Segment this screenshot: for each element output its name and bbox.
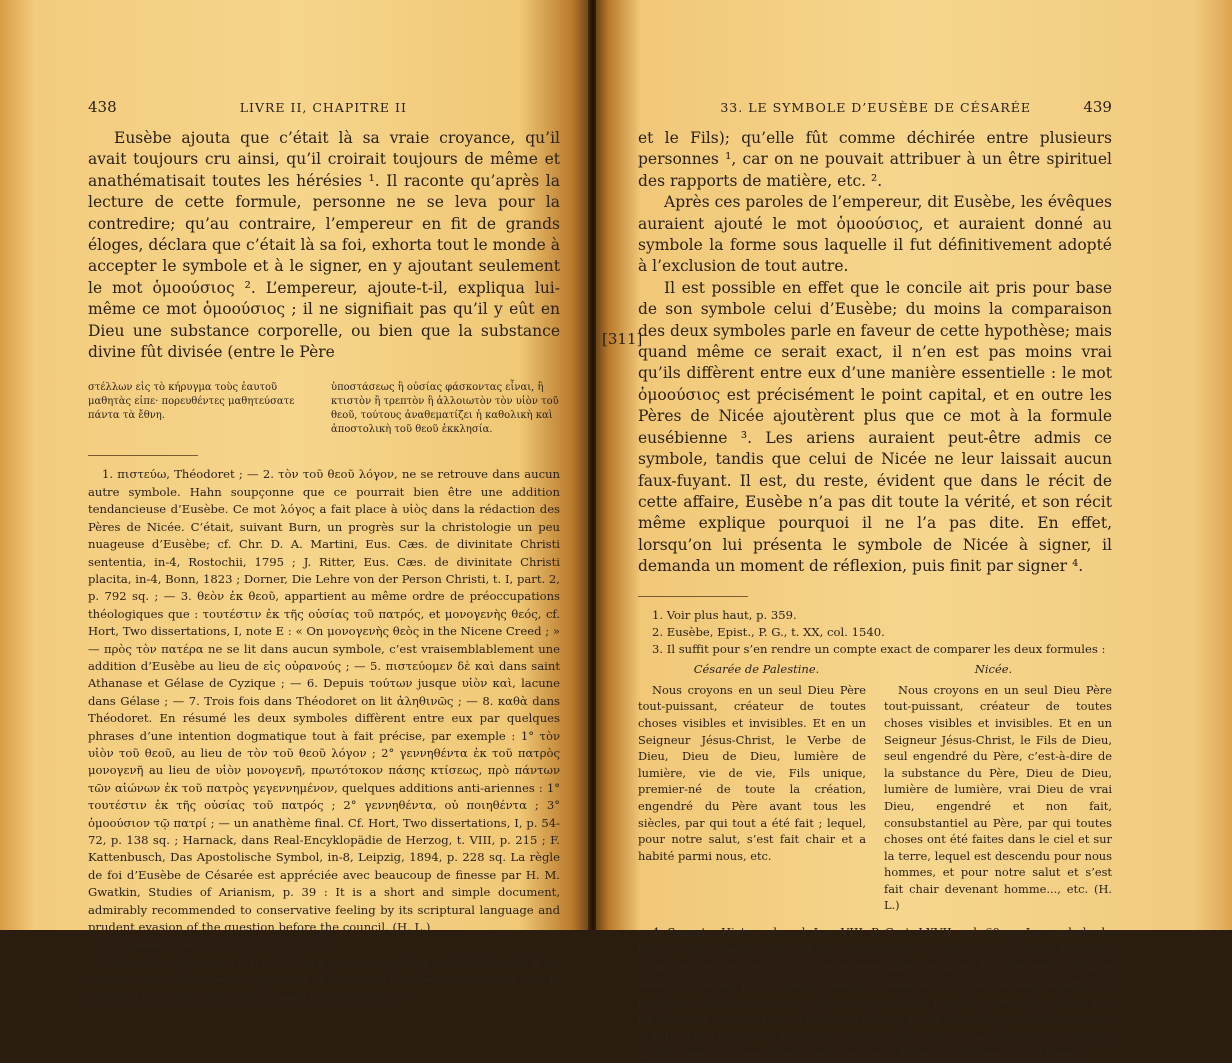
running-head: LIVRE II, CHAPITRE II — [239, 100, 407, 115]
creed-text: Nous croyons en un seul Dieu Père tout-puissant, créateur de toutes choses visibles et invisibles. Et en un Seigneur Jésus-Christ, le Verbe de Dieu, Dieu de Dieu, lumière de lumière, vie de vie, Fils unique, premier-né de toute la création, engendré du Père avant tous les siècles, par qui tout a été fait ; lequel, pour notre salut, s’est fait chair et a habité parmi nous, etc. — [638, 682, 866, 863]
body-paragraph: Après ces paroles de l’empereur, dit Eusèbe, les évêques auraient ajouté le mot ὁμοούσιος, et auraient donné au symbole la forme sous laquelle il fut définitivement adopté à l’exclusion de tout autre. — [638, 193, 1112, 276]
body-paragraph: et le Fils); qu’elle fût comme déchirée entre plusieurs personnes ¹, car on ne pouvait attribuer à un être spirituel des rapports de matière, etc. ². — [638, 129, 1112, 190]
right-page — [596, 0, 1232, 1061]
footnote: 4. Socrate, Hist. eccles., l. I, c. VIII, P. G., t. LXVII, col. 60 sq. Le symbole de l’église de Césarée eût, par son imprécision voulue sur les points litigieux, consacré l’avortement de la grande assemblée de Nicée. Eusèbe avait l’illusion tenace s’il avait pu se flatter quelques instants de l’idée de faire adopter et proclamer la formule de son église en qualité de formule universelle. Ainsi que l’a fort bien fait voir Hort, Two dissertations, p. 59, les évêques de Jérusalem et d’Antioche, Macaire et Eusthate n’étaient rien moins que disposés à concéder un tel honneur à une église rivale des leurs. Parmi les évêques et les théolo- — [638, 925, 1112, 1061]
right-notes — [638, 607, 1112, 659]
margin-marker: [311] — [602, 330, 643, 348]
creed-columns — [638, 682, 1112, 914]
greek-text: στέλλων εἰς τὸ κήρυγμα τοὺς ἑαυτοῦ μαθητὰς εἰπε· πορευθέντες μαθητεύσατε πάντα τὰ ἔθνη. — [88, 382, 295, 422]
greek-text: ὑποστάσεως ἢ οὐσίας φάσκοντας εἶναι, ἢ κτιστὸν ἢ τρεπτὸν ἢ ἀλλοιωτὸν τὸν υἱὸν τοῦ θεοῦ, τούτους ἀναθεματίζει ἡ καθολικὴ καὶ ἀποστολικὴ τοῦ θεοῦ ἐκκλησία. — [331, 382, 559, 436]
left-body — [88, 128, 560, 363]
body-paragraph: Eusèbe ajouta que c’était là sa vraie croyance, qu’il avait toujours cru ainsi, qu’il croirait toujours de même et anathématisait toutes les hérésies ¹. Il raconte qu’après la lecture de cette formule, personne ne se leva pour la contredire; qu’au contraire, l’empereur en fit de grands éloges, déclara que c’était là sa foi, exhorta tout le monde à accepter le symbole et à le signer, en y ajoutant seulement le mot ὁμοούσιος ². L’empereur, ajoute-t-il, expliqua lui-même ce mot ὁμοούσιος ; il ne signifiait pas qu’il y eût en Dieu une substance corporelle, ou bien que la substance divine fût divisée (entre le Père — [88, 129, 560, 362]
running-head: 33. LE SYMBOLE D’EUSÈBE DE CÉSARÉE — [720, 100, 1031, 115]
creed-heading: Nicée. — [974, 661, 1013, 676]
left-header — [88, 98, 560, 120]
creed-text: Nous croyons en un seul Dieu Père tout-puissant, créateur de toutes choses visibles et invisibles. Et en un Seigneur Jésus-Christ, le Fils de Dieu, seul engendré du Père, c’est-à-dire de la substance du Père, Dieu de Dieu, lumière de lumière, vrai Dieu de vrai Dieu, engendré et non fait, consubstantiel au Père, par qui toutes choses ont été faites dans le ciel et sur la terre, lequel est descendu pour nous hommes, et pour notre salut et s’est fait chair devenant homme..., etc. (H. L.) — [884, 682, 1112, 913]
right-header — [638, 98, 1112, 120]
page-number: 439 — [1083, 98, 1112, 116]
right-notes-bottom — [638, 924, 1112, 1063]
body-paragraph: Il est possible en effet que le concile ait pris pour base de son symbole celui d’Eusèbe; du moins la comparaison des deux symboles parle en faveur de cette hypothèse; mais quand même ce serait exact, il n’en est pas moins vrai qu’ils diffèrent entre eux d’une manière essentielle : le mot ὁμοούσιος est précisément le point capital, et en outre les Pères de Nicée ajoutèrent plus que ce mot à la formule eusébienne ³. Les ariens auraient peut-être admis ce symbole, tandis que celui de Nicée ne leur laissait aucun faux-fuyant. Il est, du reste, évident que dans le récit de cette affaire, Eusèbe n’a pas dit toute la vérité, et son récit même explique pourquoi il ne l’a pas dite. En effet, lorsqu’on lui présenta le symbole de Nicée à signer, il demanda un moment de réflexion, puis finit par signer ⁴. — [638, 278, 1112, 576]
creed-heading: Césarée de Palestine. — [693, 661, 820, 676]
left-notes — [88, 466, 560, 1006]
footnote: 2. Eusèbe, Epist., P. G., t. XX, col. 1540. — [652, 624, 885, 639]
footnote-rule — [638, 596, 748, 597]
footnote-rule — [88, 455, 198, 456]
footnote: 2. Möhler, Athanasius, t. I, p. 237, n’a pas compris les paroles d’Eusèbe, il les traduit ainsi : « L’empereur approuva la formule d’Eusèbe, mais exhorta tout le monde à souscrire, non celle-ci, mais celle de Nicée. » — [88, 954, 560, 1004]
footnote: 3. Il suffit pour s’en rendre un compte exact de comparer les deux formules : — [652, 642, 1106, 657]
left-page — [0, 0, 590, 1004]
footnote: 1. πιστεύω, Théodoret ; — 2. τὸν τοῦ θεοῦ λόγον, ne se retrouve dans aucun autre symbole. Hahn soupçonne que ce pourrait bien être une addition tendancieuse d’Eusèbe. Ce mot λόγος a fait place à υἱὸς dans la rédaction des Pères de Nicée. C’était, suivant Burn, un progrès sur la christologie un peu nuageuse d’Eusèbe; cf. Chr. D. A. Martini, Eus. Cæs. de divinitate Christi sententia, in-4, Rostochii, 1795 ; J. Ritter, Eus. Cæs. de divinitate Christi placita, in-4, Bonn, 1823 ; Dorner, Die Lehre von der Person Christi, t. I, part. 2, p. 792 sq. ; — 3. θεὸν ἐκ θεοῦ, appartient au même ordre de préoccupations théologiques que : τουτέστιν ἐκ τῆς οὐσίας τοῦ πατρός, et μονογενὴς θεός, cf. Hort, Two dissertations, I, note E : « On μονογενὴς θεὸς in the Nicene Creed ; » — πρὸς τὸν πατέρα ne se lit dans aucun symbole, c’est vraisemblablement une addition d’Eusèbe au lieu de εἰς οὐρανούς ; — 5. πιστεύομεν δὲ καὶ dans saint Athanase et Gélase de Cyzique ; — 6. Depuis τούτων jusque υἱὸν καὶ, lacune dans Gélase ; — 7. Trois fois dans Théodoret on lit ἀληθινῶς ; — 8. καθὰ dans Théodoret. En résumé les deux symboles diffèrent entre eux par quelques phrases d’une intention dogmatique tout à fait précise, par exemple : 1° τὸν υἱὸν τοῦ θεοῦ, au lieu de τὸν τοῦ θεοῦ λόγον ; 2° γεννηθέντα ἐκ τοῦ πατρὸς μονογενῆ au lieu de υἱὸν μονογενῆ, πρωτότοκον πάσης κτίσεως, πρὸ πάντων τῶν αἰώνων ἐκ τοῦ πατρὸς γεγεννημένον, quelques additions anti-ariennes : 1° τουτέστιν ἐκ τῆς οὐσίας τοῦ πατρός ; 2° γεννηθέντα, οὐ ποιηθέντα ; 3° ὁμοούσιον τῷ πατρί ; — un anathème final. Cf. Hort, Two dissertations, I, p. 54-72, p. 138 sq. ; Harnack, dans Real-Encyklopädie de Herzog, t. VIII, p. 215 ; F. Kattenbusch, Das Apostolische Symbol, in-8, Leipzig, 1894, p. 228 sq. La règle de foi d’Eusèbe de Césarée est appréciée avec beaucoup de finesse par H. M. Gwatkin, Studies of Arianism, p. 39 : It is a short and simple document, admirably recommended to conservative feeling by its scriptural language and prudent evasion of the question before the council. (H. L.) — [88, 467, 560, 935]
footnote: 1. Voir plus haut, p. 359. — [652, 607, 797, 622]
page-number: 438 — [88, 98, 117, 116]
right-body — [638, 128, 1112, 578]
greek-columns — [88, 381, 560, 437]
creed-headings — [638, 662, 1112, 676]
footnote: 1. Eusèbe, Epist., P. G., t. XX, col. 154. — [102, 937, 328, 952]
